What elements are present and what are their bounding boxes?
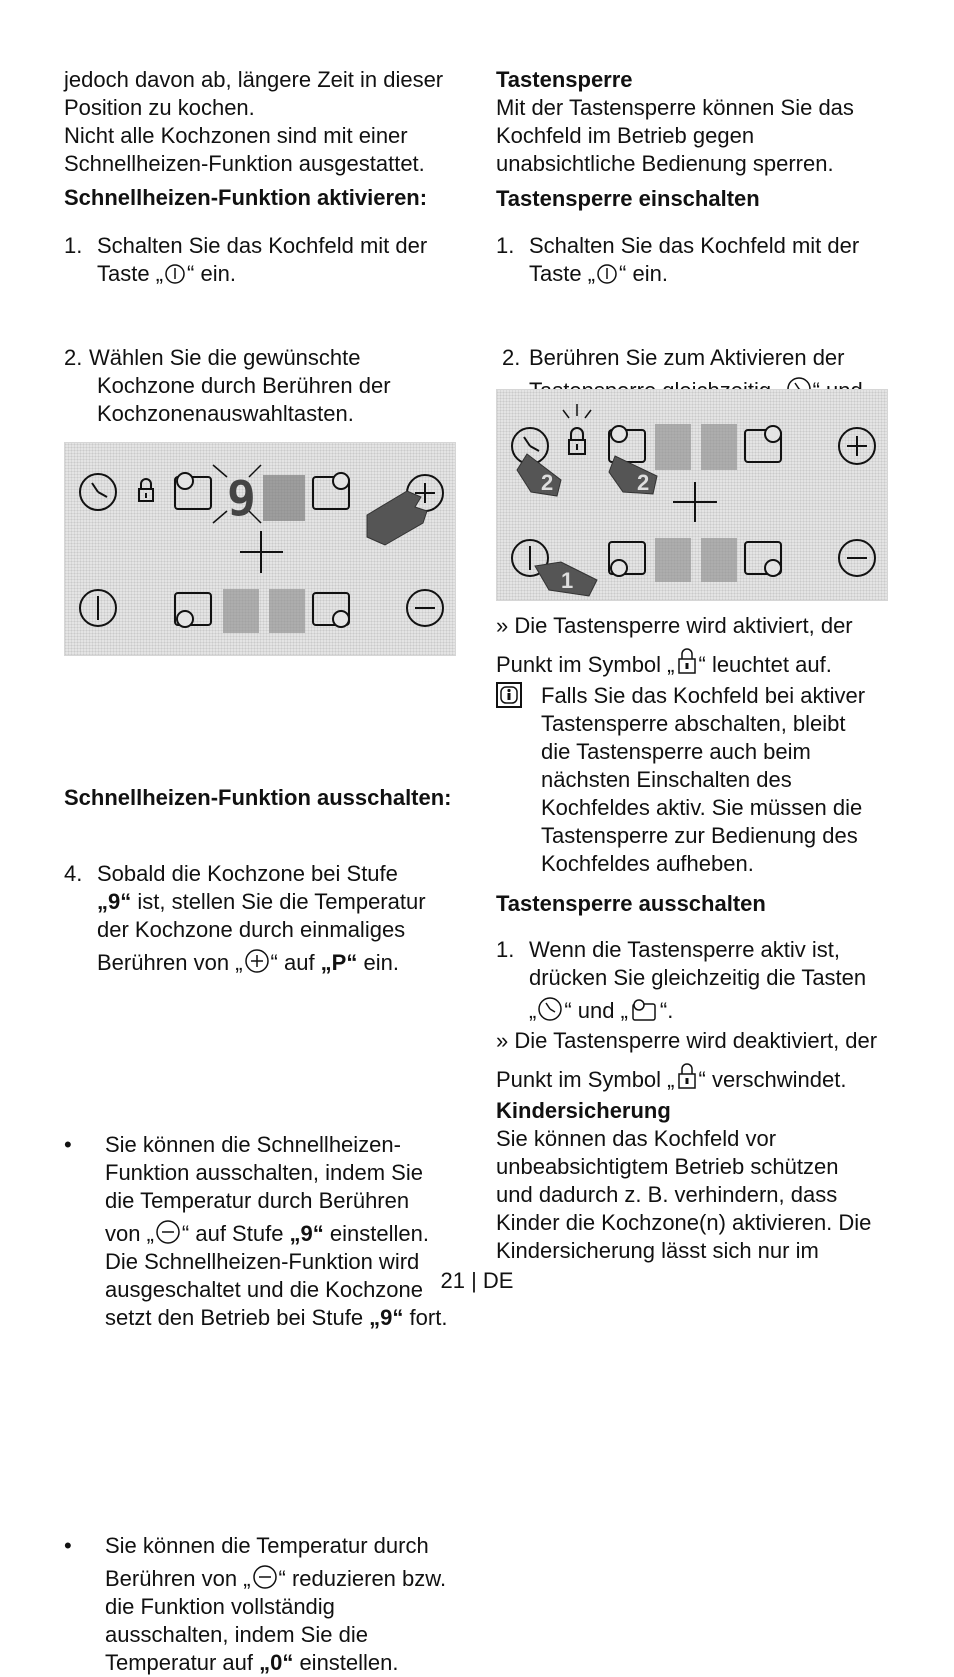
bullet-item-2: • Sie können die Temperatur durch Berühren von „ “ reduzieren bzw. die Funktion vollständig ausschalten, indem Sie die Temperatur auf „0“ einstellen. xyxy=(64,1533,447,1675)
heading-deactivate: Schnellheizen-Funktion ausschalten: xyxy=(64,785,452,810)
info-note: Falls Sie das Kochfeld bei aktiver Tastensperre abschalten, bleibt die Tastensperre auch beim nächsten Einschalten des Kochfeldes aktiv. Sie müssen die Tastensperre zur Bedienung des Kochfeldes aufheben. xyxy=(541,683,866,876)
zone-select-icon xyxy=(175,473,211,509)
zone-select-icon xyxy=(313,473,349,509)
minus-icon xyxy=(252,1564,278,1590)
heading-activate: Schnellheizen-Funktion aktivieren: xyxy=(64,185,428,210)
control-panel-illustration-right xyxy=(496,389,888,601)
info-icon-graphic xyxy=(496,682,522,708)
timer-icon xyxy=(537,996,563,1022)
result-lock-deactivated: » Die Tastensperre wird deaktiviert, der Punkt im Symbol „ “ verschwindet. xyxy=(496,1028,878,1092)
bullet-item-1: • Sie können die Schnellheizen- Funktion ausschalten, indem Sie die Temperatur durch Berühren von „ “ auf Stufe „9“ einstellen. Die Schnellheizen-Funktion wird ausgeschaltet und die Kochzone setzt den Betrieb bei Stufe „9“ fort. xyxy=(64,1132,448,1330)
list-item-step-2: 2. Wählen Sie die gewünschte Kochzone durch Berühren der Kochzonenauswahltasten. xyxy=(64,345,391,426)
minus-icon xyxy=(407,590,443,626)
hand-icon xyxy=(367,491,427,545)
key-lock-intro: Mit der Tastensperre können Sie das Kochfeld im Betrieb gegen unabsichtliche Bedienung sperren. xyxy=(496,95,854,176)
heading-key-lock: Tastensperre xyxy=(496,67,633,92)
info-icon xyxy=(496,682,522,708)
zone-select-icon xyxy=(629,996,659,1022)
control-panel-drawing xyxy=(65,443,455,655)
level-display xyxy=(655,538,691,582)
result-lock-activated: » Die Tastensperre wird aktiviert, der Punkt im Symbol „ “ leuchtet auf. xyxy=(496,613,853,677)
zone-select-icon xyxy=(745,542,781,576)
level-display xyxy=(263,475,305,521)
zone-select-icon xyxy=(313,593,349,627)
heading-child-lock: Kindersicherung xyxy=(496,1098,671,1123)
plus-icon xyxy=(839,428,875,464)
minus-icon xyxy=(155,1219,181,1245)
list-item-unlock-step-1: 1. Wenn die Tastensperre aktiv ist, drücken Sie gleichzeitig die Tasten „ “ und „ “. xyxy=(496,937,867,1023)
level-display xyxy=(701,538,737,582)
hand-badge: 1 xyxy=(561,568,574,593)
power-icon xyxy=(80,590,116,626)
level-display xyxy=(269,589,305,633)
level-display-value: 9 xyxy=(227,471,256,527)
lock-icon xyxy=(676,1061,698,1091)
control-panel-illustration-left xyxy=(64,442,456,656)
timer-icon xyxy=(80,474,116,510)
plus-icon xyxy=(244,948,270,974)
level-display xyxy=(701,424,737,470)
intro-paragraph: jedoch davon ab, längere Zeit in dieser Position zu kochen. Nicht alle Kochzonen sind mit einer Schnellheizen-Funktion ausgestattet. xyxy=(64,67,444,176)
heading-lock-on: Tastensperre einschalten xyxy=(496,186,760,211)
page-number-footer: 21 | DE xyxy=(440,1268,514,1293)
list-item-lock-step-1: 1. Schalten Sie das Kochfeld mit der Taste „ “ ein. xyxy=(496,233,860,286)
hand-icon xyxy=(535,562,597,596)
minus-icon xyxy=(839,540,875,576)
hand-badge: 2 xyxy=(541,470,554,495)
list-item-step-1: 1. Schalten Sie das Kochfeld mit der Taste „ “ ein. xyxy=(64,233,428,286)
power-icon xyxy=(596,263,618,285)
zone-select-icon xyxy=(745,426,781,462)
power-icon xyxy=(164,263,186,285)
lock-icon xyxy=(569,428,585,454)
level-display xyxy=(655,424,691,470)
level-display xyxy=(223,589,259,633)
hand-icon xyxy=(517,454,561,496)
child-lock-paragraph: Sie können das Kochfeld vor unbeabsichtigtem Betrieb schützen und dadurch z. B. verhindern, dass Kinder die Kochzone(n) aktivieren. Die Kindersicherung lässt sich nur im xyxy=(496,1126,872,1263)
zone-select-icon xyxy=(609,542,645,576)
list-item-step-4: 4. Sobald die Kochzone bei Stufe „9“ ist, stellen Sie die Temperatur der Kochzone durch einmaliges Berühren von „ “ auf „P“ ein. xyxy=(64,861,426,975)
lock-icon xyxy=(676,646,698,676)
control-panel-drawing xyxy=(497,390,887,600)
heading-lock-off: Tastensperre ausschalten xyxy=(496,891,766,916)
lock-icon xyxy=(139,479,153,501)
list-item-lock-step-2: 2. Berühren Sie zum Aktivieren der xyxy=(496,344,906,436)
zone-select-icon xyxy=(175,593,211,627)
hand-badge: 2 xyxy=(637,470,650,495)
